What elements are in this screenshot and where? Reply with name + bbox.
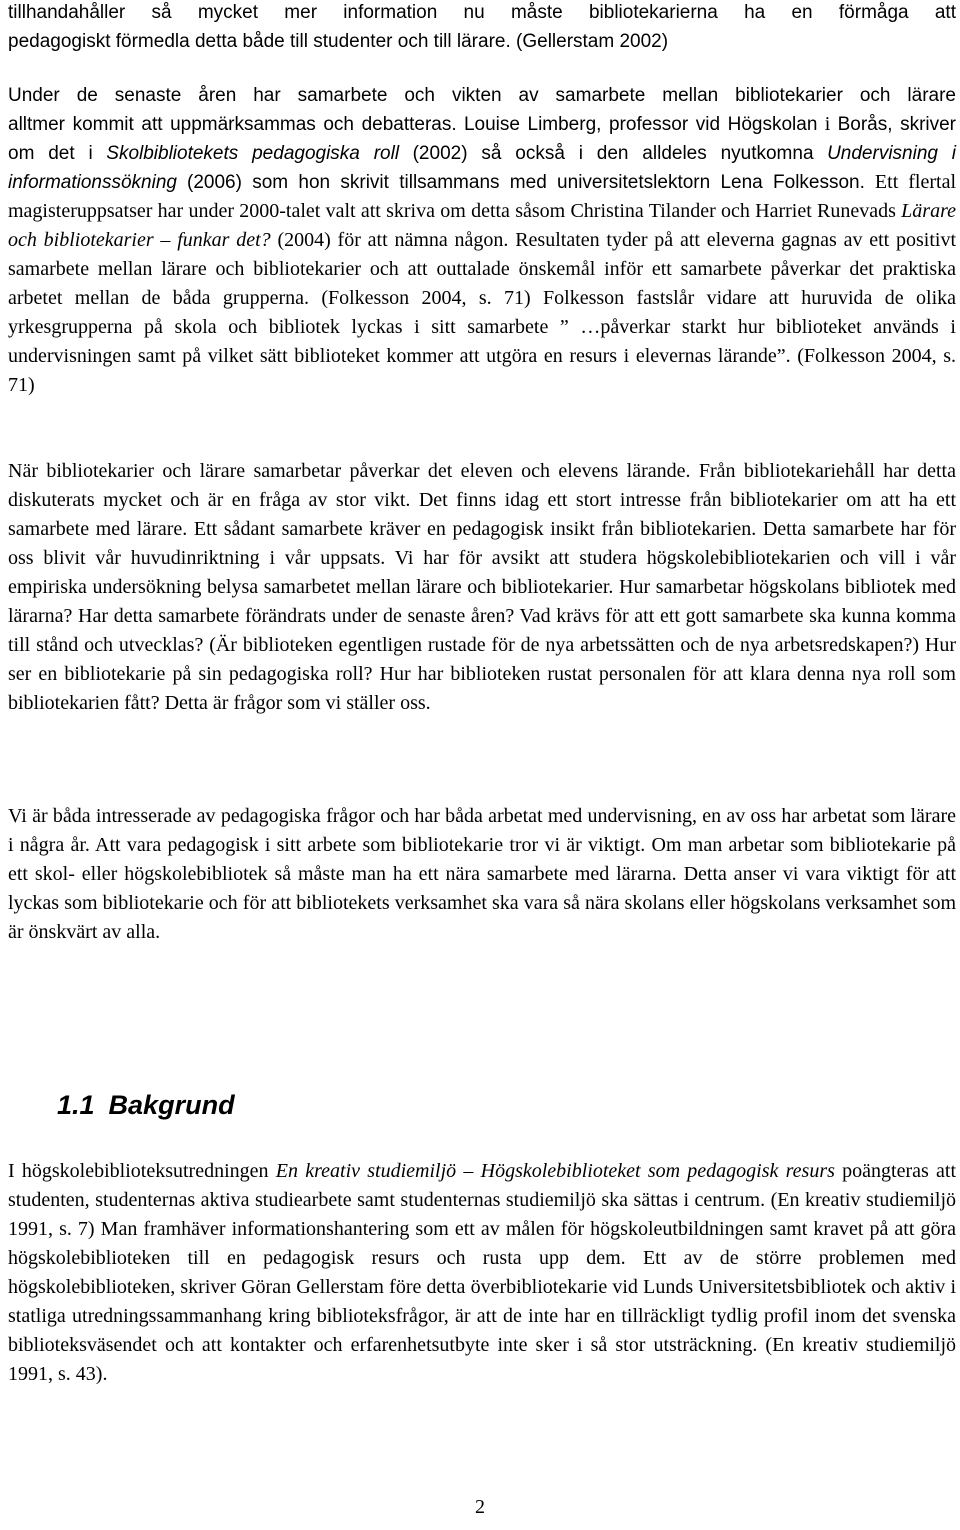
paragraph-collaboration-debate: [8, 81, 956, 400]
paragraph-background: [8, 1157, 956, 1389]
page-number: 2: [475, 1496, 485, 1518]
paragraph-1-line-2: pedagogiskt förmedla detta både till studenter och till lärare. (Gellerstam 2002): [8, 31, 669, 52]
book-title-larare-och-bibliotekarier: Lärare och bibliotekarier – funkar det?: [8, 200, 956, 251]
paragraph-2-part-h: (2006) som hon skrivit tillsammans med universitetslektorn Lena Folkesson.: [187, 172, 865, 193]
section-number: 1.1: [57, 1090, 95, 1120]
paragraph-5-part-a: I högskolebiblioteksutredningen: [8, 1160, 269, 1182]
paragraph-2-part-b: Louise Limberg, professor vid Högskolan: [463, 114, 818, 135]
paragraph-authors-interest: Vi är båda intresserade av pedagogiska frågor och har båda arbetat med undervisning, en av oss har arbetat som lärare i några år. Att vara pedagogisk i sitt arbete som bibliotekarie tror vi är viktigt. Om man arbetar som bibliotekarie på ett skol- eller högskolebibliotek så måste man ha ett nära samarbete med lärarna. Detta anser vi vara viktigt för att lyckas som bibliotekarie och för att bibliotekets verksamhet ska vara så nära skolans eller högskolans verksamhet som är önskvärt av alla.: [8, 805, 956, 943]
paragraph-2-part-a: alltmer kommit att uppmärksammas och debatteras.: [8, 114, 457, 135]
paragraph-2-part-f: (2002) så också i den alldeles nyutkomna: [412, 143, 814, 164]
paragraph-2-part-i: Ett flertal magisteruppsatser har under 2000-talet valt att skriva om detta såsom Christina Tilander och Harriet Runevads: [8, 171, 957, 222]
paragraph-2-part-l: Resultaten tyder på att eleverna gagnas av ett positivt samarbete mellan lärare och bibliotekarier och att outtalade önskemål inför ett samarbete påverkar det praktiska arbetet mellan de båda grupperna. (Folkesson 2004, s. 71) Folkesson fastslår vidare att huruvida de olika yrkesgrupperna på skola och bibliotek lyckas i sitt samarbete ” …påverkar starkt hur biblioteket används i undervisningen samt på vilket sätt biblioteket kommer att utgöra en resurs i elevernas lärande”. (Folkesson 2004, s. 71): [8, 229, 957, 396]
paragraph-2-part-d: Borås, skriver om det i: [8, 114, 957, 164]
book-title-skolbibliotekets: Skolbibliotekets pedagogiska roll: [106, 143, 400, 164]
paragraph-1-line-1: tillhandahåller så mycket mer information nu måste bibliotekarierna ha en förmåga att: [8, 2, 956, 23]
paragraph-intro-continuation: [8, 0, 956, 56]
section-heading-bakgrund: [57, 1088, 235, 1122]
book-title-undervisning: Undervisning i informationssökning: [8, 143, 957, 193]
paragraph-5-part-c: poängteras att studenten, studenternas aktiva studiearbete samt studenternas studiemiljö ska sättas i centrum. (En kreativ studiemiljö 1991, s. 7) Man framhäver informationshantering som ett av målen för högskoleutbildningen samt kravet på att göra högskolebiblioteken till en pedagogisk resurs och rusta upp dem. Ett av de större problemen med högskolebiblioteken, skriver Göran Gellerstam före detta överbibliotekarie vid Lunds Universitetsbibliotek och aktiv i statliga utredningssammanhang kring biblioteksfrågor, är att de inte har en tillräckligt tydlig profil inom det svenska biblioteksväsendet och att kontakter och erfarenhetsutbyte inte sker i så stor utsträckning. (En kreativ studiemiljö 1991, s. 43).: [8, 1160, 957, 1385]
paragraph-research-focus: När bibliotekarier och lärare samarbetar påverkar det eleven och elevens lärande. Från bibliotekariehåll har detta diskuterats mycket och är en fråga av stor vikt. Det finns idag ett stort intresse från bibliotekarier om att ha ett samarbete med lärare. Ett sådant samarbete kräver en pedagogisk insikt från bibliotekarien. Detta samarbete har för oss blivit vår huvudinriktning i vår uppsats. Vi har för avsikt att studera högskolebibliotekarien och vill i vår empiriska undersökning belysa samarbetet mellan lärare och bibliotekarier. Hur samarbetar högskolans bibliotek med lärarna? Har detta samarbete förändrats under de senaste åren? Vad krävs för att ett gott samarbete ska kunna komma till stånd och utvecklas? (Är biblioteken egentligen rustade för de nya arbetssätten och de nya arbetsredskapen?) Hur ser en bibliotekarie på sin pedagogiska roll? Hur har biblioteken rustat personalen för att klara denna nya roll som bibliotekarien fått? Detta är frågor som vi ställer oss.: [8, 460, 956, 714]
paragraph-2-part-k: (2004) för att nämna någon.: [277, 229, 509, 251]
report-title-en-kreativ-studiemiljo: En kreativ studiemiljö – Högskolebiblioteket som pedagogisk resurs: [275, 1160, 835, 1182]
section-title: Bakgrund: [108, 1090, 235, 1120]
paragraph-2-part-c: i: [824, 113, 831, 135]
paragraph-2-line-1: Under de senaste åren har samarbete och vikten av samarbete mellan bibliotekarier och lärare: [8, 85, 956, 106]
